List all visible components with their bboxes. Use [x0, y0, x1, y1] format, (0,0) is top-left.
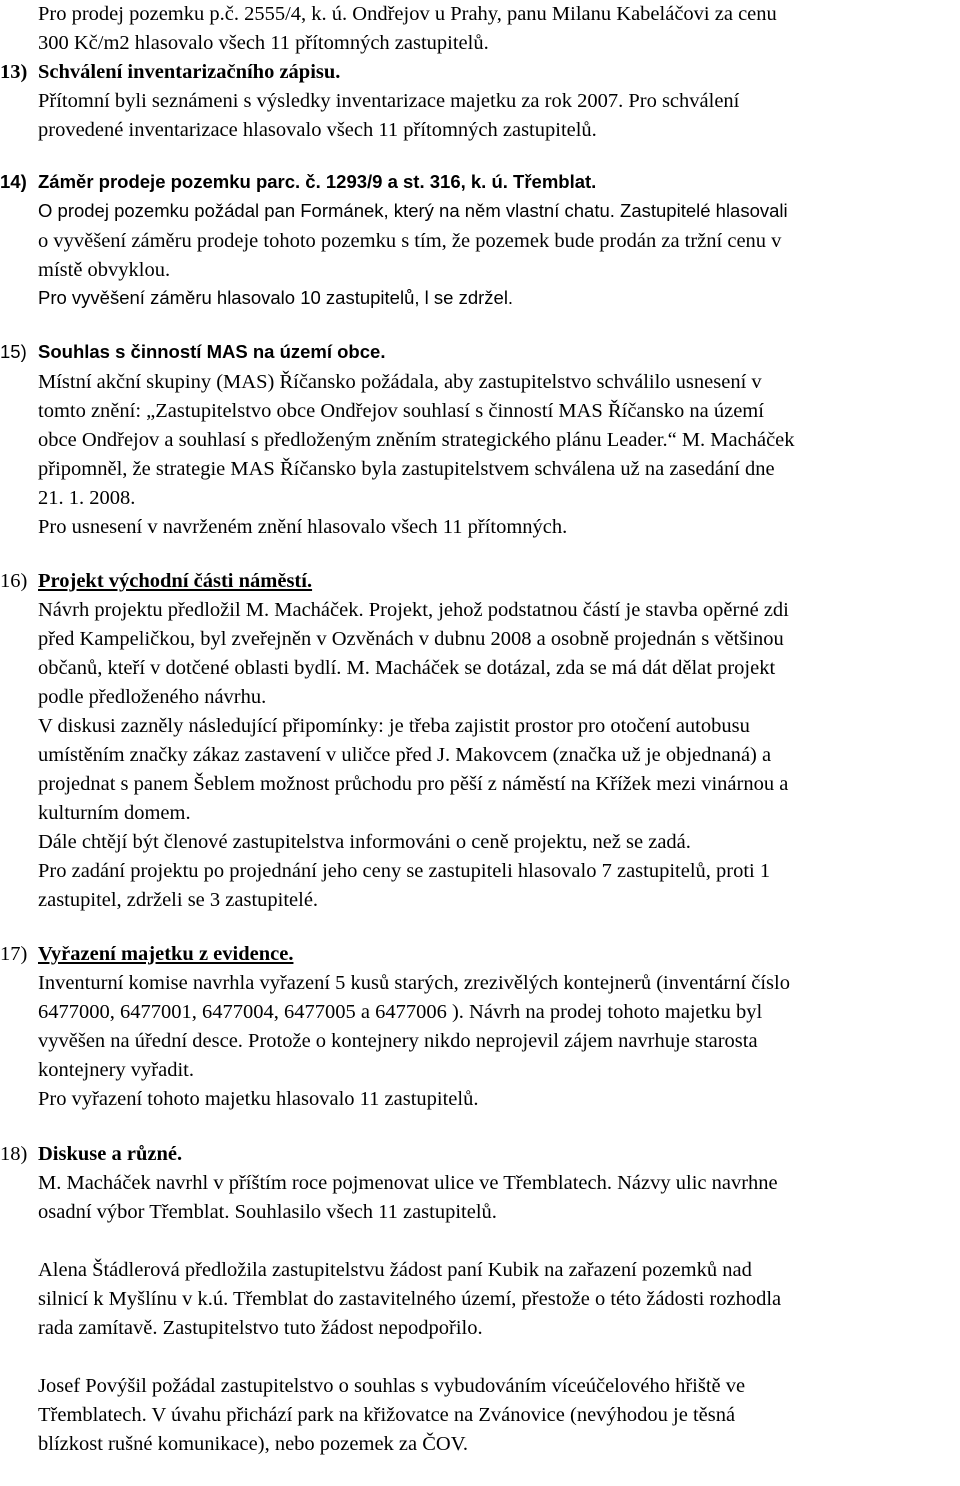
section-16-line: před Kampeličkou, byl zveřejněn v Ozvěnách v dubnu 2008 a osobně projednán s většinou: [38, 628, 784, 650]
section-16-number: 16): [0, 570, 28, 592]
section-18-number: 18): [0, 1143, 28, 1165]
section-13-heading: [0, 62, 340, 84]
section-17-line: 6477000, 6477001, 6477004, 6477005 a 6477006 ). Návrh na prodej tohoto majetku byl: [38, 1001, 763, 1023]
section-14-line: místě obvyklou.: [38, 259, 171, 281]
section-14-line: o vyvěšení záměru prodeje tohoto pozemku s tím, že pozemek bude prodán za tržní cenu v: [38, 230, 782, 252]
section-17-line: Pro vyřazení tohoto majetku hlasovalo 11 zastupitelů.: [38, 1088, 479, 1110]
section-13-title: Schválení inventarizačního zápisu.: [38, 61, 341, 83]
section-17-number: 17): [0, 943, 28, 965]
section-15-number: 15): [0, 341, 27, 362]
section-14-line: Pro vyvěšení záměru hlasovalo 10 zastupitelů, l se zdržel.: [38, 287, 514, 308]
section-18-line: osadní výbor Třemblat. Souhlasilo všech 11 zastupitelů.: [38, 1201, 497, 1223]
section-16-line: Dále chtějí být členové zastupitelstva informováni o ceně projektu, než se zadá.: [38, 831, 691, 853]
section-14-number: 14): [0, 171, 27, 192]
section-18-heading: [0, 1144, 182, 1166]
section-17-line: vyvěšen na úřední desce. Protože o kontejnery nikdo neprojevil zájem navrhuje starosta: [38, 1030, 758, 1052]
section-16-line: V diskusi zazněly následující připomínky: je třeba zajistit prostor pro otočení autobusu: [38, 715, 750, 737]
intro-line-1: Pro prodej pozemku p.č. 2555/4, k. ú. Ondřejov u Prahy, panu Milanu Kabeláčovi za cenu: [38, 3, 777, 25]
section-14-heading: [0, 173, 596, 195]
section-17-title: Vyřazení majetku z evidence.: [38, 943, 294, 965]
section-15-line: připomněl, že strategie MAS Říčansko byla zastupitelstvem schválena už na zasedání dne: [38, 458, 775, 480]
section-13-number: 13): [0, 61, 28, 83]
section-14-line: O prodej pozemku požádal pan Formánek, který na něm vlastní chatu. Zastupitelé hlasovali: [38, 200, 788, 221]
section-18-line: rada zamítavě. Zastupitelstvo tuto žádost nepodpořilo.: [38, 1317, 483, 1339]
section-17-line: kontejnery vyřadit.: [38, 1059, 194, 1081]
section-18-line: silnicí k Myšlínu v k.ú. Třemblat do zastavitelného území, přestože o této žádosti rozhodla: [38, 1288, 782, 1310]
section-15-line: Pro usnesení v navrženém znění hlasovalo všech 11 přítomných.: [38, 516, 568, 538]
section-16-line: podle předloženého návrhu.: [38, 686, 267, 708]
section-16-title: Projekt východní části náměstí.: [38, 570, 313, 592]
section-16-line: umístěním značky zákaz zastavení v uličce před J. Makovcem (značka už je objednaná) a: [38, 744, 772, 766]
section-18-line: M. Macháček navrhl v příštím roce pojmenovat ulice ve Třemblatech. Názvy ulic navrhne: [38, 1172, 778, 1194]
section-17-line: Inventurní komise navrhla vyřazení 5 kusů starých, zrezivělých kontejnerů (inventární číslo: [38, 972, 790, 994]
intro-line-2: 300 Kč/m2 hlasovalo všech 11 přítomných zastupitelů.: [38, 32, 489, 54]
section-15-line: 21. 1. 2008.: [38, 487, 136, 509]
section-17-heading: [0, 944, 293, 966]
section-16-line: Návrh projektu předložil M. Macháček. Projekt, jehož podstatnou částí je stavba opěrné zdi: [38, 599, 789, 621]
section-16-heading: [0, 571, 312, 593]
section-15-line: tomto znění: „Zastupitelstvo obce Ondřejov souhlasí s činností MAS Říčansko na území: [38, 400, 764, 422]
section-13-line: provedené inventarizace hlasovalo všech 11 přítomných zastupitelů.: [38, 119, 597, 141]
section-15-line: Místní akční skupiny (MAS) Říčansko požádala, aby zastupitelstvo schválilo usnesení v: [38, 371, 762, 393]
section-16-line: občanů, kteří v dotčené oblasti bydlí. M. Macháček se dotázal, zda se má dát dělat projekt: [38, 657, 776, 679]
section-15-title: Souhlas s činností MAS na území obce.: [38, 341, 386, 362]
section-15-line: obce Ondřejov a souhlasí s předloženým zněním strategického plánu Leader.“ M. Macháček: [38, 429, 795, 451]
section-14-title: Záměr prodeje pozemku parc. č. 1293/9 a st. 316, k. ú. Třemblat.: [38, 171, 597, 192]
section-16-line: projednat s panem Šeblem možnost průchodu pro pěší z náměstí na Křížek mezi vinárnou a: [38, 773, 789, 795]
section-18-title: Diskuse a různé.: [38, 1143, 183, 1165]
section-15-heading: [0, 343, 385, 365]
section-18-line: Josef Povýšil požádal zastupitelstvo o souhlas s vybudováním víceúčelového hřiště ve: [38, 1375, 746, 1397]
section-13-line: Přítomní byli seznámeni s výsledky inventarizace majetku za rok 2007. Pro schválení: [38, 90, 740, 112]
section-18-line: Alena Štádlerová předložila zastupitelstvu žádost paní Kubik na zařazení pozemků nad: [38, 1259, 752, 1281]
section-18-line: Třemblatech. V úvahu přichází park na křižovatce na Zvánovice (nevýhodou je těsná: [38, 1404, 736, 1426]
section-16-line: kulturním domem.: [38, 802, 191, 824]
section-16-line: Pro zadání projektu po projednání jeho ceny se zastupiteli hlasovalo 7 zastupitelů, proti 1: [38, 860, 771, 882]
section-18-line: blízkost rušné komunikace), nebo pozemek za ČOV.: [38, 1433, 469, 1455]
section-16-line: zastupitel, zdrželi se 3 zastupitelé.: [38, 889, 319, 911]
